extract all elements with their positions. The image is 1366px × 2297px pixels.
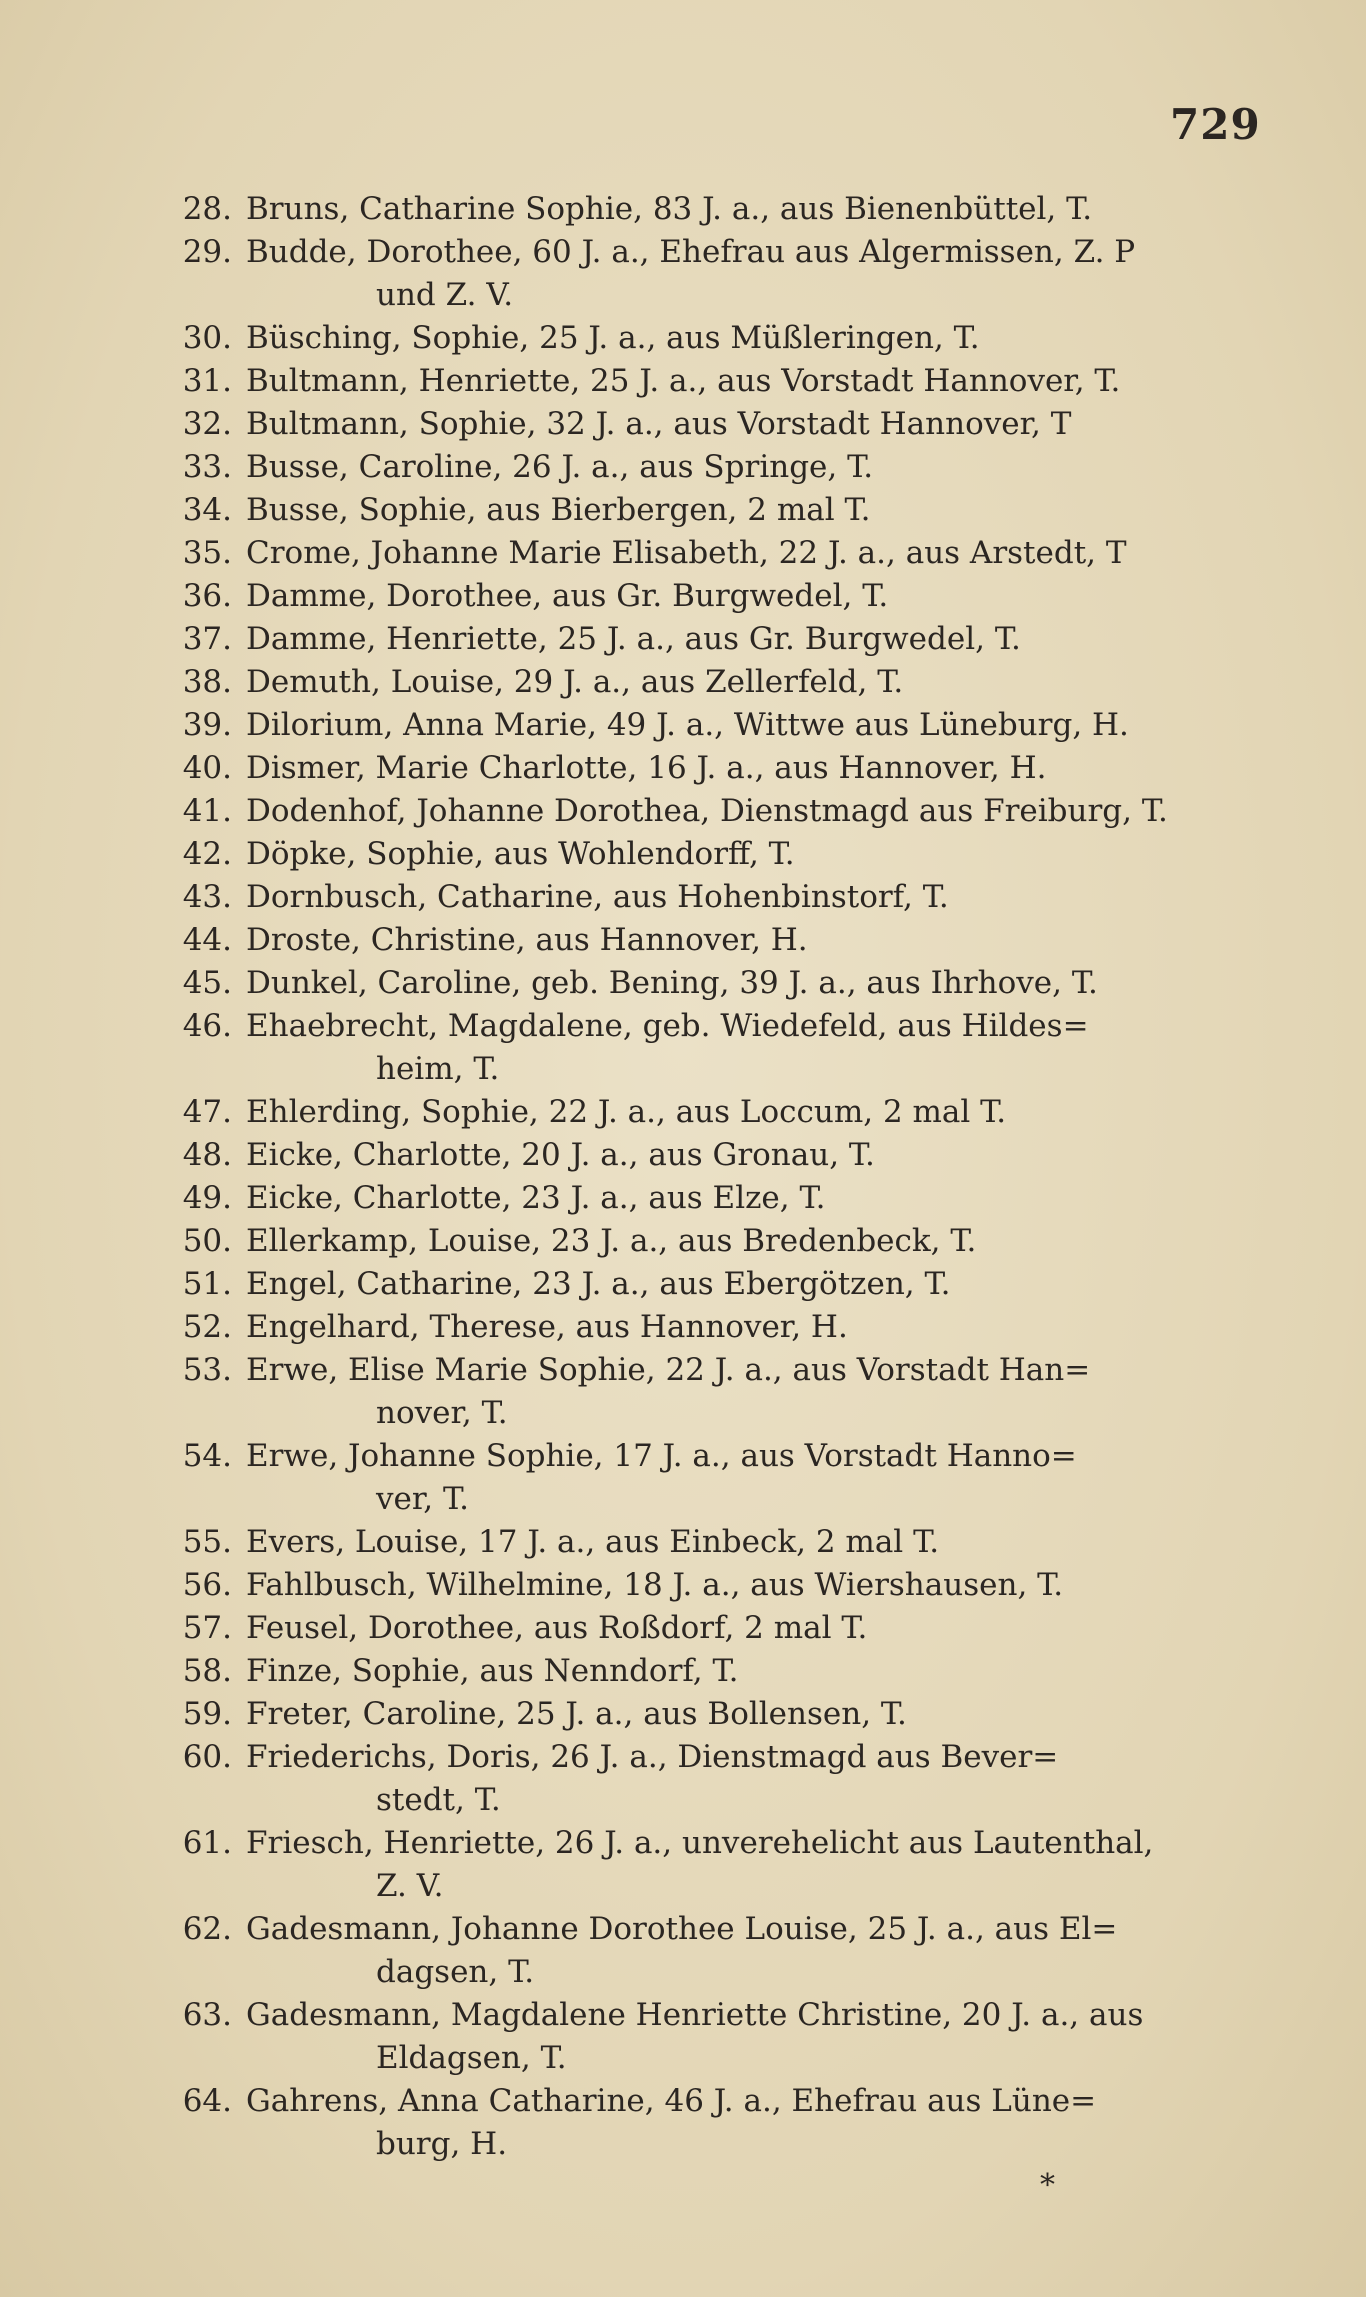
entry-text [246,360,1280,403]
entry-text [246,704,1280,747]
entry-number: 48. [182,1137,232,1173]
entry-text [246,919,1280,962]
entry-number: 29. [182,234,232,270]
entry-text [246,1435,1280,1521]
list-item [140,876,1280,919]
entry-number: 44. [182,922,232,958]
entry-line: Demuth, Louise, 29 J. a., aus Zellerfeld, T. [246,664,904,700]
entry-text [246,790,1280,833]
list-item [140,532,1280,575]
entry-number: 37. [182,621,232,657]
entry-line: Ellerkamp, Louise, 23 J. a., aus Bredenbeck, T. [246,1223,977,1259]
entry-number: 55. [182,1524,232,1560]
list-item [140,1693,1280,1736]
entry-line: Dornbusch, Catharine, aus Hohenbinstorf, T. [246,879,949,915]
list-item [140,1607,1280,1650]
entry-number: 62. [182,1911,232,1947]
list-item [140,833,1280,876]
entry-line: Döpke, Sophie, aus Wohlendorff, T. [246,836,795,872]
entry-text [246,1693,1280,1736]
list-item [140,231,1280,317]
entry-text [246,1134,1280,1177]
entry-text [246,446,1280,489]
list-item [140,747,1280,790]
entry-text [246,1091,1280,1134]
entry-number: 58. [182,1653,232,1689]
entry-line: Fahlbusch, Wilhelmine, 18 J. a., aus Wiershausen, T. [246,1567,1064,1603]
list-item [140,1177,1280,1220]
entry-number: 63. [182,1997,232,2033]
entry-continuation-line: Z. V. [376,1868,444,1904]
list-item [140,360,1280,403]
list-item [140,317,1280,360]
entry-continuation-line: dagsen, T. [376,1954,535,1990]
entry-text [246,1607,1280,1650]
entry-number: 32. [182,406,232,442]
entry-number: 33. [182,449,232,485]
entry-text [246,403,1280,446]
list-item [140,704,1280,747]
list-item [140,962,1280,1005]
list-item [140,1564,1280,1607]
entry-text [246,747,1280,790]
entry-line: Gadesmann, Johanne Dorothee Louise, 25 J. a., aus El= [246,1911,1118,1947]
entry-number: 40. [182,750,232,786]
entry-text [246,1564,1280,1607]
list-item [140,489,1280,532]
entry-line: Engel, Catharine, 23 J. a., aus Ebergötzen, T. [246,1266,951,1302]
list-item [140,188,1280,231]
entry-continuation-line: und Z. V. [376,277,514,313]
list-item [140,1349,1280,1435]
list-item [140,403,1280,446]
list-item [140,1736,1280,1822]
entry-number: 53. [182,1352,232,1388]
entry-number: 56. [182,1567,232,1603]
entry-line: Busse, Sophie, aus Bierbergen, 2 mal T. [246,492,871,528]
entry-continuation-line: heim, T. [376,1051,500,1087]
entry-continuation-line: Eldagsen, T. [376,2040,567,2076]
list-item [140,661,1280,704]
entry-number: 31. [182,363,232,399]
entry-number: 61. [182,1825,232,1861]
list-item [140,1306,1280,1349]
entry-number: 38. [182,664,232,700]
entry-line: Dismer, Marie Charlotte, 16 J. a., aus Hannover, H. [246,750,1047,786]
entry-number: 64. [182,2083,232,2119]
list-item [140,1822,1280,1908]
entry-line: Engelhard, Therese, aus Hannover, H. [246,1309,848,1345]
list-item [140,1521,1280,1564]
entry-continuation-line: stedt, T. [376,1782,501,1818]
entry-text [246,1263,1280,1306]
entry-line: Bultmann, Henriette, 25 J. a., aus Vorstadt Hannover, T. [246,363,1121,399]
entry-number: 45. [182,965,232,1001]
entry-line: Busse, Caroline, 26 J. a., aus Springe, T. [246,449,874,485]
entry-text [246,1521,1280,1564]
entry-text [246,575,1280,618]
entry-text [246,1994,1280,2080]
entry-text [246,1736,1280,1822]
entry-line: Erwe, Johanne Sophie, 17 J. a., aus Vorstadt Hanno= [246,1438,1077,1474]
entry-number: 57. [182,1610,232,1646]
entry-number: 36. [182,578,232,614]
entry-line: Evers, Louise, 17 J. a., aus Einbeck, 2 mal T. [246,1524,940,1560]
list-item [140,1908,1280,1994]
entry-line: Ehlerding, Sophie, 22 J. a., aus Loccum, 2 mal T. [246,1094,1007,1130]
entry-text [246,661,1280,704]
entry-line: Dunkel, Caroline, geb. Bening, 39 J. a., aus Ihrhove, T. [246,965,1098,1001]
entry-line: Finze, Sophie, aus Nenndorf, T. [246,1653,739,1689]
entry-text [246,876,1280,919]
entry-number: 54. [182,1438,232,1474]
list-item [140,1435,1280,1521]
entry-text [246,1349,1280,1435]
page-number: 729 [1170,100,1261,149]
entry-text [246,618,1280,661]
entry-line: Gadesmann, Magdalene Henriette Christine, 20 J. a., aus [246,1997,1144,2033]
footnote-mark: * [1040,2168,1055,2203]
entry-line: Friederichs, Doris, 26 J. a., Dienstmagd aus Bever= [246,1739,1059,1775]
list-item [140,2080,1280,2166]
entry-text [246,1220,1280,1263]
entry-number: 41. [182,793,232,829]
entry-line: Ehaebrecht, Magdalene, geb. Wiedefeld, aus Hildes= [246,1008,1089,1044]
entry-number: 34. [182,492,232,528]
entry-line: Gahrens, Anna Catharine, 46 J. a., Ehefrau aus Lüne= [246,2083,1097,2119]
entry-number: 50. [182,1223,232,1259]
list-item [140,1134,1280,1177]
entry-text [246,1306,1280,1349]
entry-continuation-line: burg, H. [376,2126,508,2162]
list-item [140,1005,1280,1091]
list-item [140,618,1280,661]
entry-text [246,1177,1280,1220]
entry-line: Damme, Henriette, 25 J. a., aus Gr. Burgwedel, T. [246,621,1021,657]
entry-number: 39. [182,707,232,743]
entry-line: Budde, Dorothee, 60 J. a., Ehefrau aus Algermissen, Z. P [246,234,1136,270]
entry-list [140,188,1280,2166]
entry-number: 52. [182,1309,232,1345]
entry-line: Damme, Dorothee, aus Gr. Burgwedel, T. [246,578,889,614]
entry-text [246,833,1280,876]
entry-number: 28. [182,191,232,227]
entry-line: Feusel, Dorothee, aus Roßdorf, 2 mal T. [246,1610,868,1646]
entry-number: 60. [182,1739,232,1775]
entry-line: Dilorium, Anna Marie, 49 J. a., Wittwe aus Lüneburg, H. [246,707,1129,743]
entry-line: Bultmann, Sophie, 32 J. a., aus Vorstadt Hannover, T [246,406,1072,442]
entry-text [246,2080,1280,2166]
entry-number: 49. [182,1180,232,1216]
entry-number: 30. [182,320,232,356]
entry-continuation-line: nover, T. [376,1395,508,1431]
entry-line: Droste, Christine, aus Hannover, H. [246,922,808,958]
entry-line: Eicke, Charlotte, 23 J. a., aus Elze, T. [246,1180,826,1216]
entry-number: 51. [182,1266,232,1302]
entry-line: Bruns, Catharine Sophie, 83 J. a., aus Bienenbüttel, T. [246,191,1093,227]
entry-number: 42. [182,836,232,872]
entry-text [246,489,1280,532]
entry-line: Eicke, Charlotte, 20 J. a., aus Gronau, T. [246,1137,875,1173]
list-item [140,919,1280,962]
entry-line: Erwe, Elise Marie Sophie, 22 J. a., aus Vorstadt Han= [246,1352,1091,1388]
entry-line: Freter, Caroline, 25 J. a., aus Bollensen, T. [246,1696,907,1732]
list-item [140,1091,1280,1134]
list-item [140,1263,1280,1306]
entry-number: 35. [182,535,232,571]
entry-line: Crome, Johanne Marie Elisabeth, 22 J. a., aus Arstedt, T [246,535,1127,571]
entry-text [246,1822,1280,1908]
list-item [140,790,1280,833]
entry-line: Friesch, Henriette, 26 J. a., unverehelicht aus Lautenthal, [246,1825,1154,1861]
entry-continuation-line: ver, T. [376,1481,469,1517]
entry-text [246,317,1280,360]
entry-line: Dodenhof, Johanne Dorothea, Dienstmagd aus Freiburg, T. [246,793,1168,829]
list-item [140,1994,1280,2080]
list-item [140,446,1280,489]
entry-text [246,1908,1280,1994]
entry-number: 47. [182,1094,232,1130]
entry-number: 59. [182,1696,232,1732]
list-item [140,575,1280,618]
entry-text [246,231,1280,317]
entry-text [246,188,1280,231]
entry-number: 43. [182,879,232,915]
list-item [140,1650,1280,1693]
entry-text [246,1005,1280,1091]
entry-text [246,532,1280,575]
entry-text [246,962,1280,1005]
entry-number: 46. [182,1008,232,1044]
list-item [140,1220,1280,1263]
entry-text [246,1650,1280,1693]
entry-line: Büsching, Sophie, 25 J. a., aus Müßleringen, T. [246,320,980,356]
